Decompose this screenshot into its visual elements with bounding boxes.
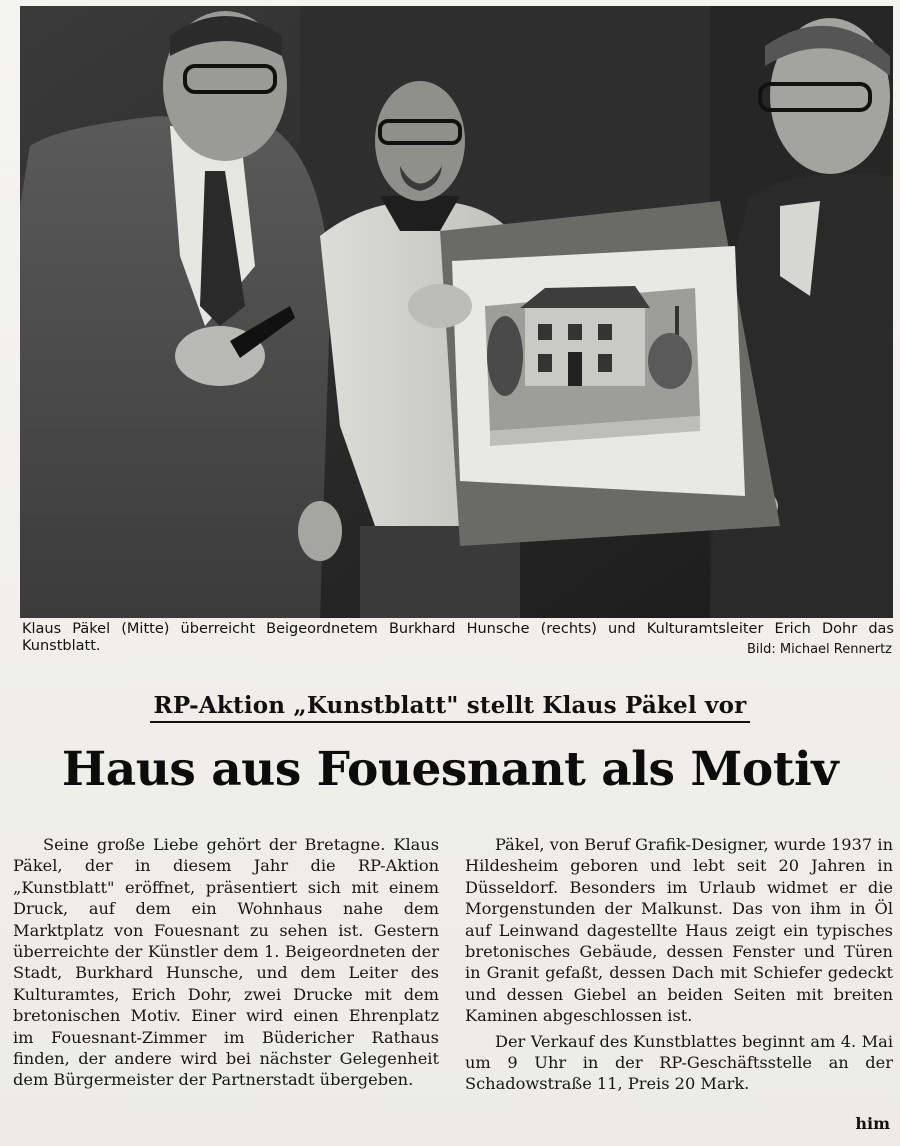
article-column-2 [465, 834, 893, 1095]
art-print [440, 201, 780, 546]
photo-caption: Klaus Päkel (Mitte) überreicht Beigeordnetem Burkhard Hunsche (rechts) und Kulturamtsleiter Erich Dohr das Kunstblatt. [22, 621, 894, 654]
author-initials: him [855, 1114, 890, 1133]
article-subheadline [0, 692, 900, 723]
subheadline-text: RP-Aktion „Kunstblatt" stellt Klaus Päkel vor [150, 692, 751, 723]
article-column-1 [13, 834, 439, 1091]
article-headline: Haus aus Fouesnant als Motiv [61, 742, 839, 797]
photo-illustration [20, 6, 893, 618]
article-photo [20, 6, 893, 618]
photo-credit: Bild: Michael Rennertz [746, 642, 892, 657]
paragraph: Seine große Liebe gehört der Bretagne. Klaus Päkel, der in diesem Jahr die RP-Aktion „Kunstblatt" eröffnet, präsentiert sich mit einem Druck, auf dem ein Wohnhaus nahe dem Marktplatz von Fouesnant zu sehen ist. Gestern überreichte der Künstler dem 1. Beigeordneten der Stadt, Burkhard Hunsche, und dem Leiter des Kulturamtes, Erich Dohr, zwei Drucke mit dem bretonischen Motiv. Einer wird einen Ehrenplatz im Fouesnant-Zimmer im Büdericher Rathaus finden, der andere wird bei nächster Gelegenheit dem Bürgermeister der Partnerstadt übergeben. [13, 835, 439, 1090]
paragraph: Päkel, von Beruf Grafik-Designer, wurde 1937 in Hildesheim geboren und lebt seit 20 Jahren in Düsseldorf. Besonders im Urlaub widmet er die Morgenstunden der Malkunst. Das von ihm in Öl auf Leinwand dagestellte Haus zeigt ein typisches bretonisches Gebäude, dessen Fenster und Türen in Granit gefaßt, dessen Dach mit Schiefer gedeckt und dessen Giebel an beiden Seiten mit breiten Kaminen abgeschlossen ist. [465, 835, 893, 1026]
paragraph: Der Verkauf des Kunstblattes beginnt am 4. Mai um 9 Uhr in der RP-Geschäftsstelle an der Schadowstraße 11, Preis 20 Mark. [465, 1031, 893, 1094]
